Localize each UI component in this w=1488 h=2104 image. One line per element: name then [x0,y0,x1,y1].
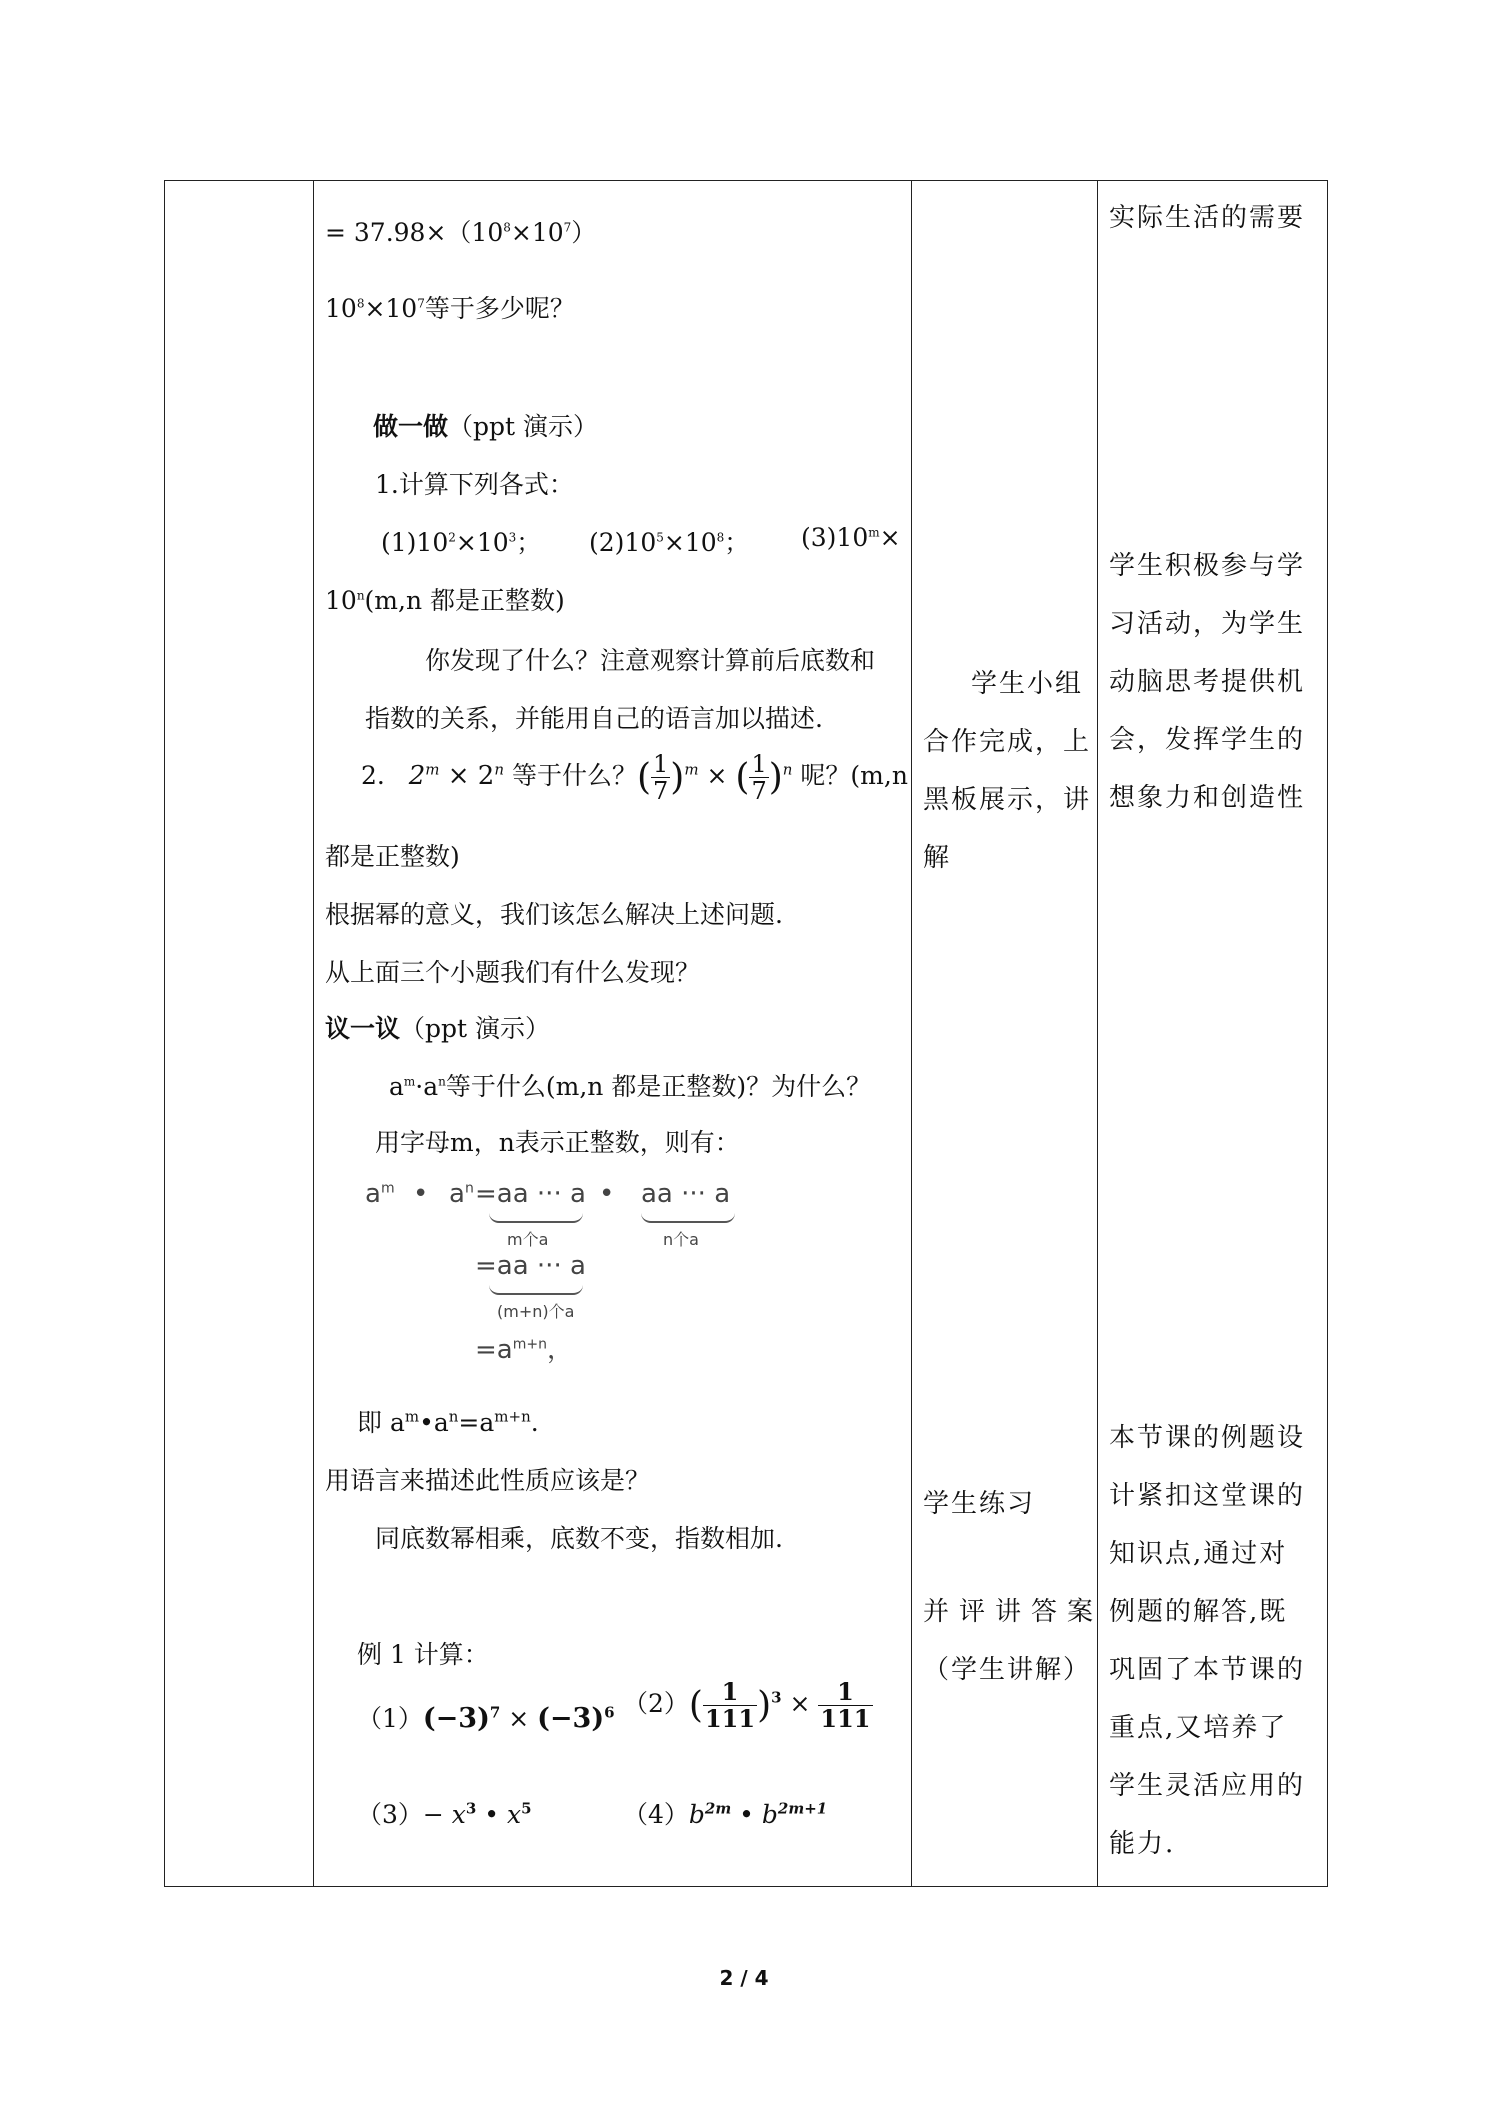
activity-practice: 学生练习 [923,1489,1036,1519]
example-2: （2）( $\frac{1}{111}$ )$^3$ × $\frac{1}{111}$ [623,1677,871,1733]
activity-group-3: 黑板展示，讲 [923,785,1092,815]
rule-statement: 同底数幂相乘，底数不变，指数相加. [375,1524,783,1553]
discover-line-2: 指数的关系，并能用自己的语言加以描述. [365,704,823,733]
page-number: 2 / 4 [719,1966,769,1990]
intent-c3: 知识点,通过对 [1109,1539,1288,1569]
calc-question: $10^8\times 10^7$等于多少呢？ [325,294,575,323]
describe-question: 用语言来描述此性质应该是？ [325,1466,651,1495]
intent-c8: 能力. [1109,1829,1176,1859]
question-1b: $(2)10^5\times 10^8$； [589,528,750,557]
question-1c: $(3)10^m\times$ [801,523,901,552]
intent-c5: 巩固了本节课的 [1109,1655,1306,1685]
derivation-figure: $a^m$ • $a^n$ =aa ··· a m个a • aa ··· a n个a =aa ··· a (m+n)个a $=a^{m+n}$， [365,1179,765,1379]
activity-review-2: （学生讲解） [923,1655,1092,1685]
intent-b5: 想象力和创造性 [1109,783,1306,813]
example-3: $(3)- x^3$ • $x^5$ [357,1799,532,1829]
intent-b4: 会，发挥学生的 [1109,725,1306,755]
column-divider-3 [1097,181,1098,1886]
column-divider-1 [313,181,314,1886]
intent-c2: 计紧扣这堂课的 [1109,1481,1306,1511]
intent-b3: 动脑思考提供机 [1109,667,1306,697]
discovery-question: 从上面三个小题我们有什么发现？ [325,958,701,987]
intent-b1: 学生积极参与学 [1109,551,1306,581]
calc-line-1: = $37.98\times(10^8\times 10^7)$ [325,218,597,247]
example-4: $(4)b^{2m}$ • $b^{2m+1}$ [623,1799,828,1829]
question-2: 2. $2^m \times 2^n$ 等于什么？( $\frac{1}{7}$ )$^m$ × ( $\frac{1}{7}$ )$^n$ 呢？(m,n [361,750,908,805]
lesson-table [164,180,1328,1887]
intent-c1: 本节课的例题设 [1109,1423,1306,1453]
activity-group-1: 学生小组 [971,669,1084,699]
intent-b2: 习活动，为学生 [1109,609,1306,639]
question-2-cont: 都是正整数) [325,842,460,871]
column-divider-2 [911,181,912,1886]
question-1a: $(1)10^2\times 10^3$； [381,528,542,557]
discuss-question: $a^m\cdot a^n$等于什么(m,n 都是正整数)？为什么？ [389,1072,872,1101]
power-meaning: 根据幂的意义，我们该怎么解决上述问题. [325,900,783,929]
activity-review-1: 并评讲答案 [923,1597,1104,1627]
intent-c6: 重点,又培养了 [1109,1713,1288,1743]
intent-c4: 例题的解答,既 [1109,1597,1288,1627]
example-1: $(1)(-3)^7 \times (-3)^6$ [357,1703,615,1734]
discuss-heading: 议一议（ppt 演示） [325,1014,551,1043]
intent-a1: 实际生活的需要 [1109,203,1306,233]
do-it-heading: 做一做（ppt 演示） [373,412,599,441]
intent-c7: 学生灵活应用的 [1109,1771,1306,1801]
question-1c-cont: 10$^n$(m,n 都是正整数) [325,586,565,615]
question-1: 1.计算下列各式： [375,470,574,499]
letters-statement: 用字母m，n表示正整数，则有： [375,1128,740,1157]
example-title: 例 1 计算： [357,1640,489,1669]
conclusion-formula: 即 $a^m•a^n=a^{m+n}$. [357,1407,539,1437]
activity-group-2: 合作完成，上 [923,727,1092,757]
discover-line-1: 你发现了什么？注意观察计算前后底数和 [425,646,876,675]
activity-group-4: 解 [923,843,952,873]
